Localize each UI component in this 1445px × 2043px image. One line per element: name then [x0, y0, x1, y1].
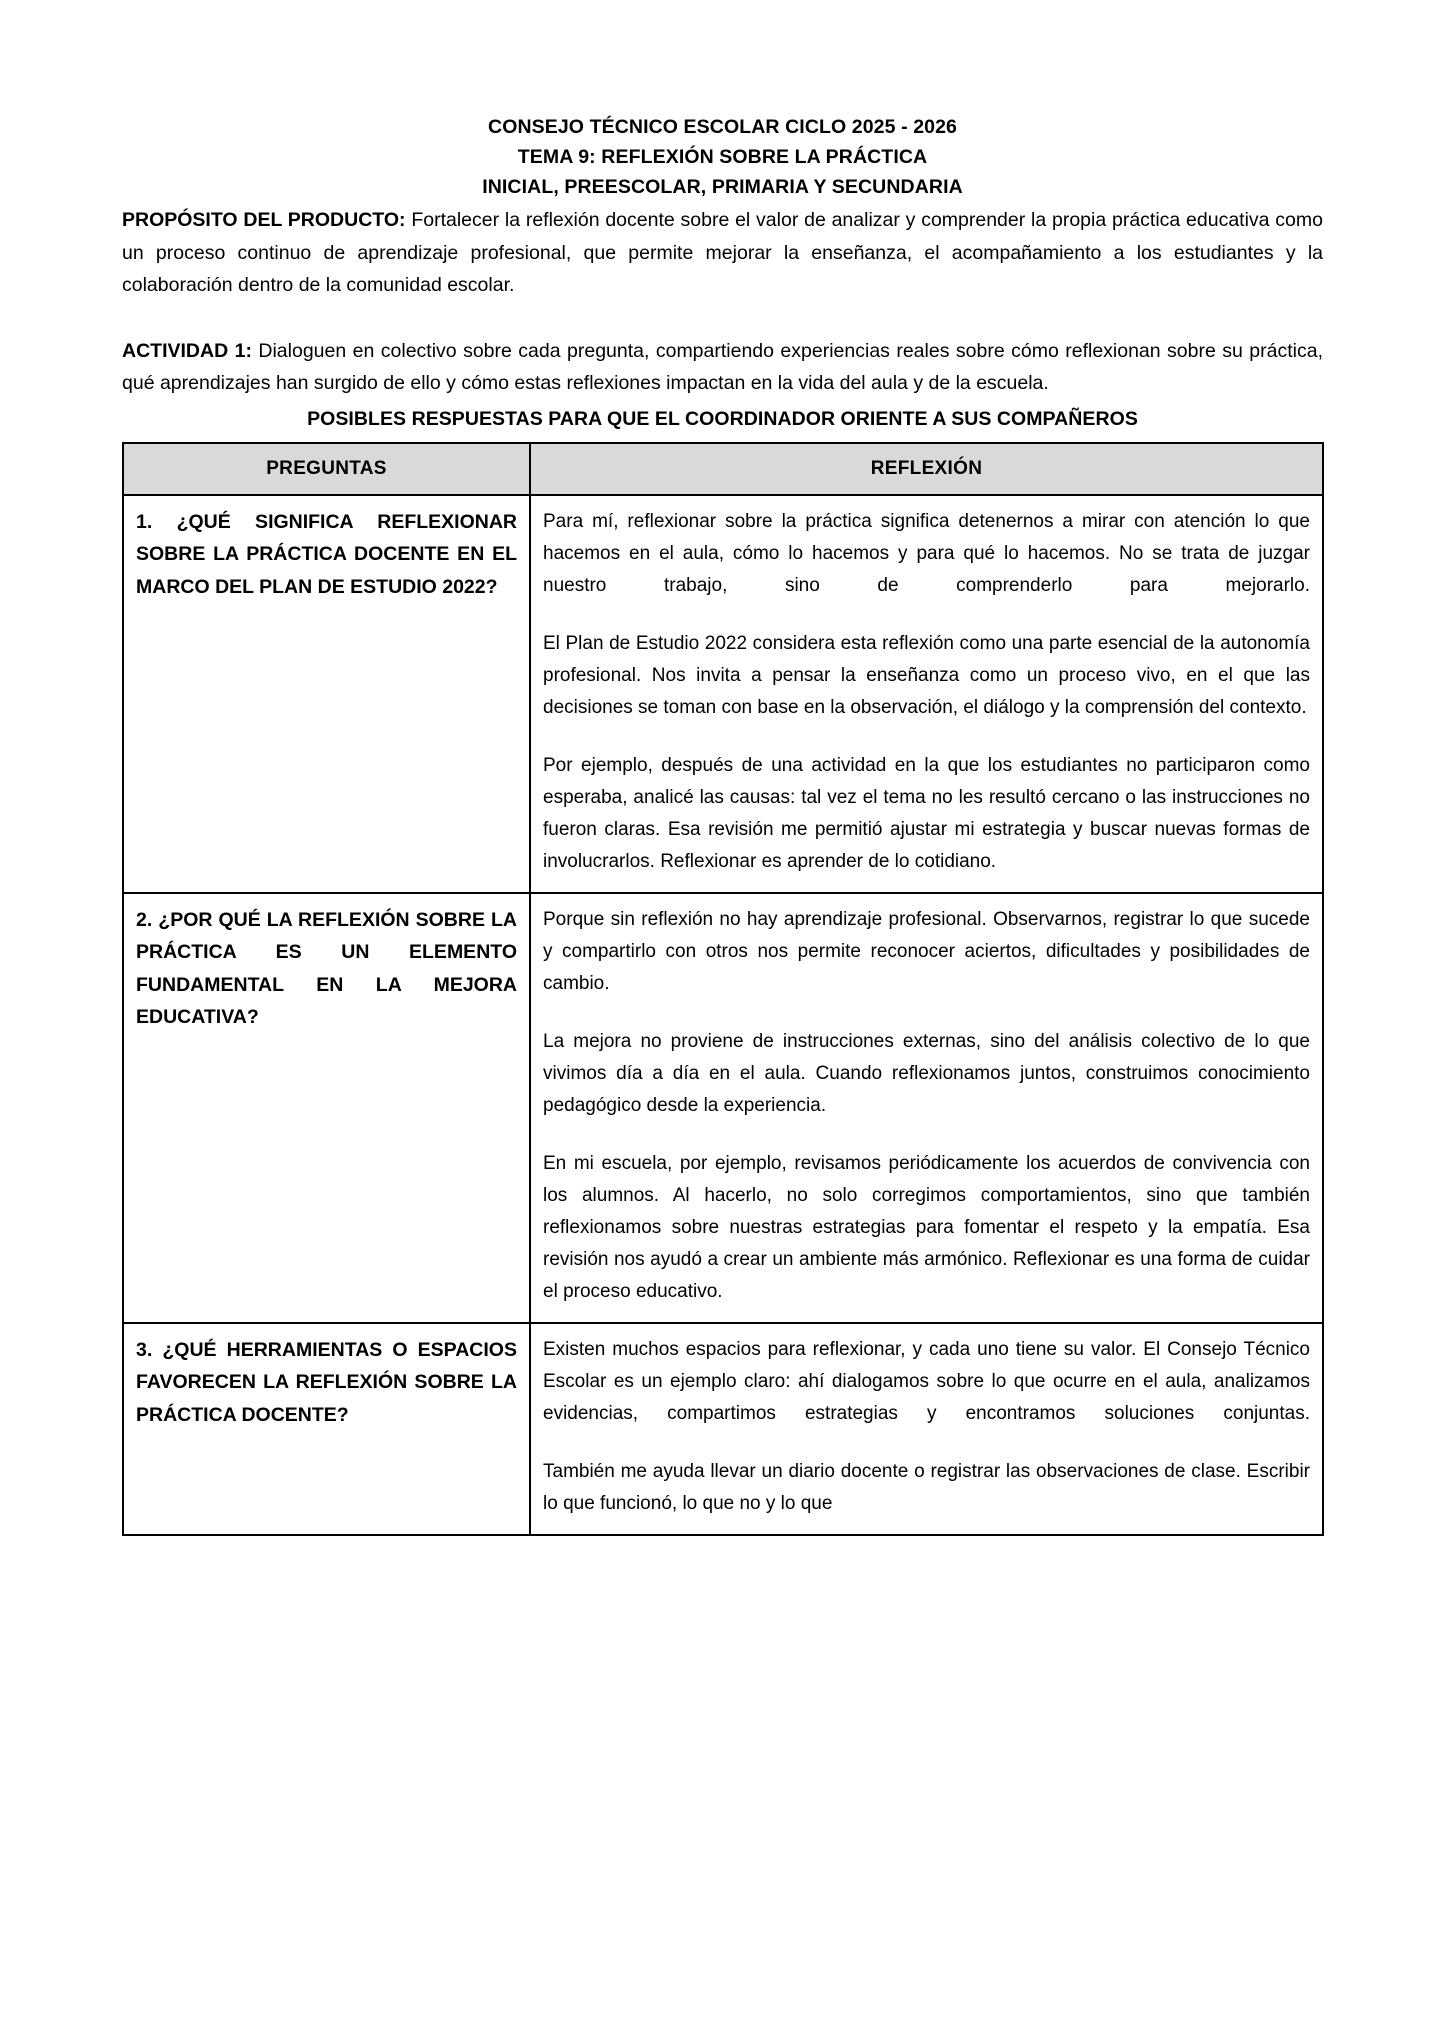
purpose-label: PROPÓSITO DEL PRODUCTO:	[122, 209, 406, 231]
column-header-reflection: REFLEXIÓN	[530, 443, 1323, 495]
title-line-1: CONSEJO TÉCNICO ESCOLAR CICLO 2025 - 2026	[488, 116, 957, 138]
activity-paragraph	[122, 335, 1323, 400]
answer-paragraph: Para mí, reflexionar sobre la práctica significa detenernos a mirar con atención lo que hacemos en el aula, cómo lo hacemos y para qué lo hacemos. No se trata de juzgar nuestro trabajo, sino de comprenderlo para mejorarlo.	[543, 510, 1310, 596]
activity-label: ACTIVIDAD 1:	[122, 339, 252, 362]
answer-paragraph: Porque sin reflexión no hay aprendizaje profesional. Observarnos, registrar lo que sucede y compartirlo con otros nos permite reconocer aciertos, dificultades y posibilidades de cambio.	[543, 908, 1310, 994]
table-header-row	[123, 443, 1323, 495]
title-line-3: INICIAL, PREESCOLAR, PRIMARIA Y SECUNDARIA	[482, 176, 963, 198]
document-title-block	[122, 112, 1323, 202]
answer-paragraph: Por ejemplo, después de una actividad en la que los estudiantes no participaron como esperaba, analicé las causas: tal vez el tema no les resultó cercano o las instrucciones no fueron claras. Esa revisión me permitió ajustar mi estrategia y buscar nuevas formas de involucrarlos. Reflexionar es aprender de lo cotidiano.	[543, 754, 1310, 872]
answer-paragraph: También me ayuda llevar un diario docente o registrar las observaciones de clase. Escribir lo que funcionó, lo que no y lo que	[543, 1460, 1310, 1514]
answer-cell-1	[530, 495, 1323, 893]
answer-cell-2	[530, 893, 1323, 1323]
activity-text: Dialoguen en colectivo sobre cada pregunta, compartiendo experiencias reales sobre cómo reflexionan sobre su práctica, qué aprendizajes han surgido de ello y cómo estas reflexiones impactan en la vida del aula y de la escuela.	[122, 339, 1324, 394]
question-cell-3: 3. ¿QUÉ HERRAMIENTAS O ESPACIOS FAVORECEN LA REFLEXIÓN SOBRE LA PRÁCTICA DOCENTE?	[123, 1323, 530, 1535]
column-header-questions: PREGUNTAS	[123, 443, 530, 495]
purpose-paragraph	[122, 204, 1323, 302]
questions-reflection-table	[122, 442, 1324, 1536]
possible-answers-heading: POSIBLES RESPUESTAS PARA QUE EL COORDINADOR ORIENTE A SUS COMPAÑEROS	[307, 407, 1138, 430]
table-row	[123, 495, 1323, 893]
answer-paragraph: En mi escuela, por ejemplo, revisamos periódicamente los acuerdos de convivencia con los alumnos. Al hacerlo, no solo corregimos comportamientos, sino que también reflexionamos sobre nuestras estrategias para fomentar el respeto y la empatía. Esa revisión nos ayudó a crear un ambiente más armónico. Reflexionar es una forma de cuidar el proceso educativo.	[543, 1152, 1310, 1302]
purpose-text: Fortalecer la reflexión docente sobre el valor de analizar y comprender la propia práctica educativa como un proceso continuo de aprendizaje profesional, que permite mejorar la enseñanza, el acompañamiento a los estudiantes y la colaboración dentro de la comunidad escolar.	[122, 209, 1323, 296]
title-line-2: TEMA 9: REFLEXIÓN SOBRE LA PRÁCTICA	[517, 146, 928, 168]
answer-paragraph: El Plan de Estudio 2022 considera esta reflexión como una parte esencial de la autonomía profesional. Nos invita a pensar la enseñanza como un proceso vivo, en el que las decisiones se toman con base en la observación, el diálogo y la comprensión del contexto.	[543, 632, 1310, 718]
question-cell-1: 1. ¿QUÉ SIGNIFICA REFLEXIONAR SOBRE LA PRÁCTICA DOCENTE EN EL MARCO DEL PLAN DE ESTUDIO 2022?	[123, 495, 530, 893]
table-row	[123, 1323, 1323, 1535]
answer-paragraph: La mejora no proviene de instrucciones externas, sino del análisis colectivo de lo que vivimos día a día en el aula. Cuando reflexionamos juntos, construimos conocimiento pedagógico desde la experiencia.	[543, 1030, 1310, 1116]
table-row	[123, 893, 1323, 1323]
answer-paragraph: Existen muchos espacios para reflexionar, y cada uno tiene su valor. El Consejo Técnico Escolar es un ejemplo claro: ahí dialogamos sobre lo que ocurre en el aula, analizamos evidencias, compartimos estrategias y encontramos soluciones conjuntas.	[543, 1338, 1310, 1424]
answer-cell-3	[530, 1323, 1323, 1535]
question-cell-2: 2. ¿POR QUÉ LA REFLEXIÓN SOBRE LA PRÁCTICA ES UN ELEMENTO FUNDAMENTAL EN LA MEJORA EDUCATIVA?	[123, 893, 530, 1323]
